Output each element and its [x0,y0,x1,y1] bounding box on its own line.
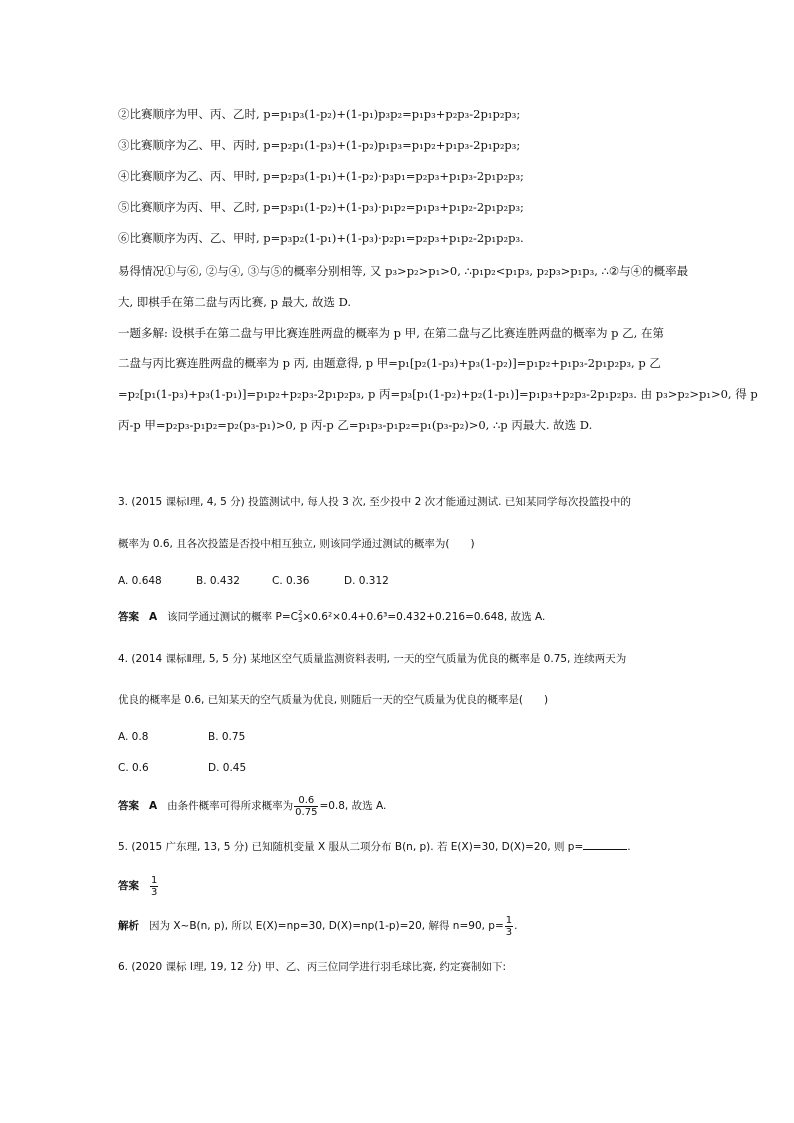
solution-line-6: ⑥比赛顺序为丙、乙、甲时, p=p₃p₂(1-p₁)+(1-p₃)·p₂p₁=p₂p₃+p₁p₂-2p₁p₂p₃. [118,231,524,245]
q3-option-a: A. 0.648 [118,575,162,587]
q5-answer-blank [583,839,627,850]
q3-answer-letter: A [149,611,158,623]
q4-answer-label: 答案 [118,800,139,812]
q4-explanation-post: =0.8, 故选 A. [319,800,387,812]
q3-answer-label: 答案 [118,611,139,623]
q3-stem-line-1: 3. (2015 课标Ⅰ理, 4, 5 分) 投篮测试中, 每人投 3 次, 至少投中 2 次才能通过测试. 已知某同学每次投篮投中的 [118,496,631,508]
q4-answer-letter: A [149,800,158,812]
alt-solution-line-1: 一题多解: 设棋手在第二盘与甲比赛连胜两盘的概率为 p 甲, 在第二盘与乙比赛连胜两盘的概率为 p 乙, 在第 [118,326,664,340]
q4-stem-line-2: 优良的概率是 0.6, 已知某天的空气质量为优良, 则随后一天的空气质量为优良的概率是( ) [118,694,549,706]
q4-option-b: B. 0.75 [208,731,246,743]
q3-option-d: D. 0.312 [344,575,389,587]
q3-combination: C 2 3 [290,609,303,624]
q3-explanation-post: ×0.6²×0.4+0.6³=0.432+0.216=0.648, 故选 A. [302,611,546,623]
q5-stem-end: . [627,841,631,853]
q4-option-c: C. 0.6 [118,762,149,774]
q5-analysis-line [118,912,682,940]
q3-answer-line [118,609,682,625]
alt-solution-line-3: =p₂[p₁(1-p₃)+p₃(1-p₁)]=p₁p₂+p₂p₃-2p₁p₂p₃, p 丙=p₃[p₁(1-p₂)+p₂(1-p₁)]=p₁p₃+p₂p₃-2p₁p₂p₃. 由 p₃>p₂>p₁>0, 得 p [118,387,758,401]
solution-line-5: ⑤比赛顺序为丙、甲、乙时, p=p₃p₁(1-p₂)+(1-p₃)·p₁p₂=p₁p₃+p₁p₂-2p₁p₂p₃; [118,200,524,214]
q3-explanation-pre: 该同学通过测试的概率 P= [167,611,291,623]
q4-fraction: $\frac{0.6}{0.75}$ [295,794,318,818]
q5-answer-label: 答案 [118,880,139,892]
q6-stem: 6. (2020 课标 Ⅰ理, 19, 12 分) 甲、乙、丙三位同学进行羽毛球比赛, 约定赛制如下: [118,961,507,973]
solution-line-2: ②比赛顺序为甲、丙、乙时, p=p₁p₃(1-p₂)+(1-p₁)p₃p₂=p₁p₃+p₂p₃-2p₁p₂p₃; [118,107,521,121]
q5-analysis-fraction: $\frac{1}{3}$ [505,914,513,938]
q5-answer-fraction: $\frac{1}{3}$ [151,874,158,898]
q3-option-c: C. 0.36 [272,575,310,587]
q3-stem-line-2: 概率为 0.6, 且各次投篮是否投中相互独立, 则该同学通过测试的概率为( ) [118,538,475,550]
q5-stem-text: 5. (2015 广东理, 13, 5 分) 已知随机变量 X 服从二项分布 B(n, p). 若 E(X)=30, D(X)=20, 则 p= [118,841,584,853]
q5-answer-line [118,869,682,903]
q4-explanation-pre: 由条件概率可得所求概率为 [167,800,294,812]
q4-stem-line-1: 4. (2014 课标Ⅱ理, 5, 5 分) 某地区空气质量监测资料表明, 一天的空气质量为优良的概率是 0.75, 连续两天为 [118,653,627,665]
q5-analysis-end: . [514,920,518,932]
alt-solution-line-2: 二盘与丙比赛连胜两盘的概率为 p 丙, 由题意得, p 甲=p₁[p₂(1-p₃)+p₃(1-p₂)]=p₁p₂+p₁p₃-2p₁p₂p₃, p 乙 [118,356,661,370]
q5-stem [118,839,682,855]
q5-analysis-label: 解析 [118,920,139,932]
solution-line-3: ③比赛顺序为乙、甲、丙时, p=p₂p₁(1-p₃)+(1-p₂)p₁p₃=p₁p₂+p₁p₃-2p₁p₂p₃; [118,138,521,152]
q4-option-d: D. 0.45 [208,762,247,774]
solution-conclusion-line-2: 大, 即棋手在第二盘与丙比赛, p 最大, 故选 D. [118,295,352,309]
alt-solution-line-4: 丙-p 甲=p₂p₃-p₁p₂=p₂(p₃-p₁)>0, p 丙-p 乙=p₁p₃-p₁p₂=p₁(p₃-p₂)>0, ∴p 丙最大. 故选 D. [118,418,593,432]
solution-line-4: ④比赛顺序为乙、丙、甲时, p=p₂p₃(1-p₁)+(1-p₂)·p₃p₁=p₂p₃+p₁p₃-2p₁p₂p₃; [118,169,524,183]
solution-conclusion-line-1: 易得情况①与⑥, ②与④, ③与⑤的概率分别相等, 又 p₃>p₂>p₁>0, ∴p₁p₂<p₁p₃, p₂p₃>p₁p₃, ∴②与④的概率最 [118,264,689,278]
q5-analysis-text: 因为 X~B(n, p), 所以 E(X)=np=30, D(X)=np(1-p)=20, 解得 n=90, p= [149,920,504,932]
q4-answer-line [118,792,682,820]
q3-option-b: B. 0.432 [196,575,240,587]
q4-option-a: A. 0.8 [118,731,149,743]
